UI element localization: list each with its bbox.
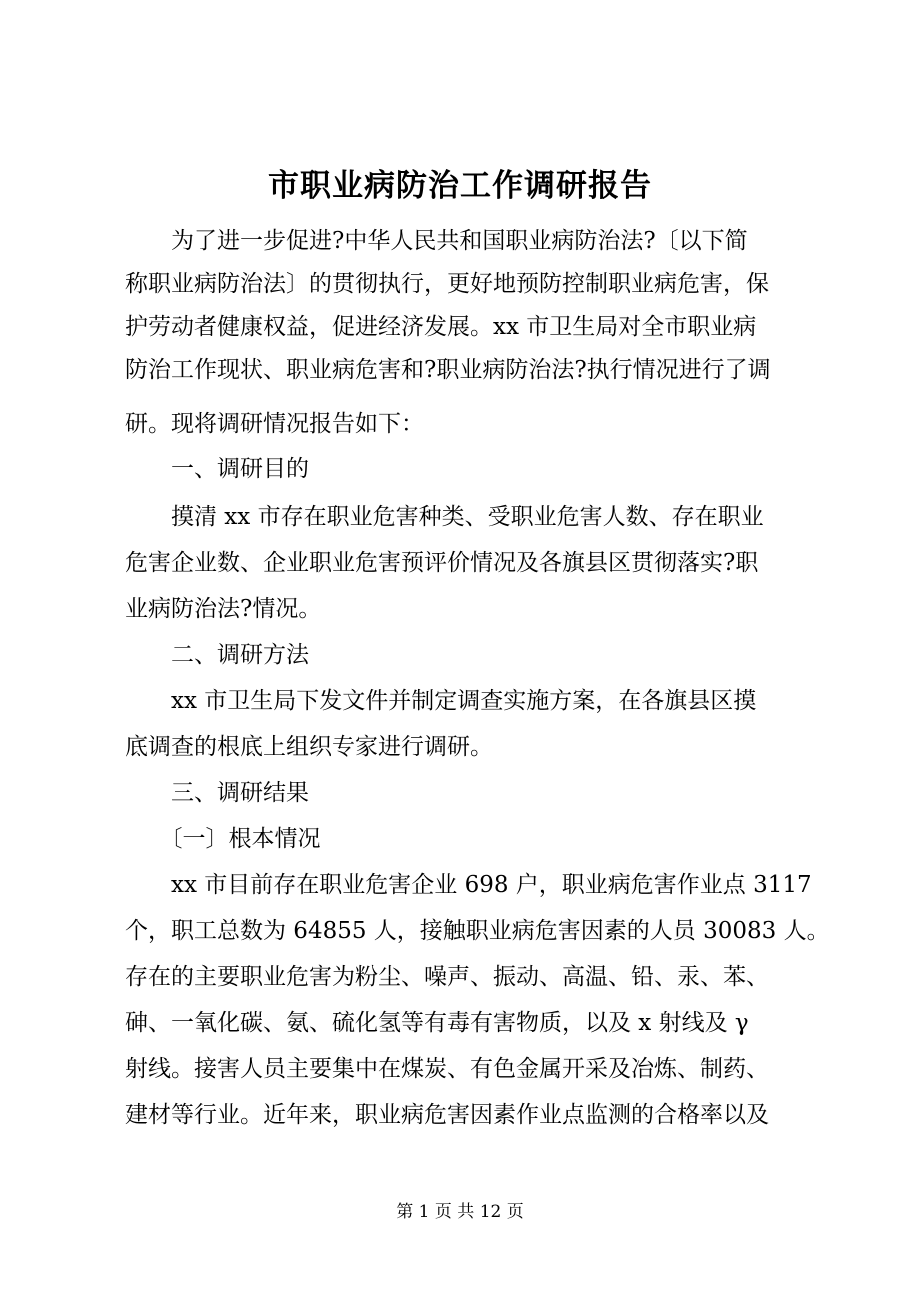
paragraph-line: 危害企业数、企业职业危害预评价情况及各旗县区贯彻落实?职: [125, 550, 759, 576]
paragraph-line: 研。现将调研情况报告如下：: [125, 411, 424, 437]
section-heading: 一、调研目的: [125, 456, 309, 482]
paragraph-line: 建材等行业。近年来，职业病危害因素作业点监测的合格率以及: [125, 1102, 769, 1128]
paragraph-line: 摸清 xx 市存在职业危害种类、受职业危害人数、存在职业: [125, 504, 764, 530]
paragraph-line: 存在的主要职业危害为粉尘、噪声、振动、高温、铅、汞、苯、: [125, 964, 769, 990]
paragraph-line: 砷、一氧化碳、氨、硫化氢等有毒有害物质，以及 x 射线及 γ: [125, 1010, 749, 1036]
paragraph-line: 射线。接害人员主要集中在煤炭、有色金属开采及冶炼、制药、: [125, 1056, 769, 1082]
page-title: 市职业病防治工作调研报告: [268, 168, 652, 204]
paragraph-line: 业病防治法?情况。: [125, 596, 322, 622]
paragraph-line: 为了进一步促进?中华人民共和国职业病防治法?〔以下简: [125, 228, 748, 254]
paragraph-line: 底调查的根底上组织专家进行调研。: [125, 734, 493, 760]
page-footer: 第 1 页 共 12 页: [396, 1202, 524, 1222]
paragraph-line: 护劳动者健康权益，促进经济发展。xx 市卫生局对全市职业病: [125, 314, 757, 340]
paragraph-line: 防治工作现状、职业病危害和?职业病防治法?执行情况进行了调: [125, 357, 771, 383]
paragraph-line: 称职业病防治法〕的贯彻执行，更好地预防控制职业病危害，保: [125, 271, 769, 297]
paragraph-line: xx 市目前存在职业危害企业 698 户，职业病危害作业点 3117: [125, 872, 812, 898]
section-heading: 三、调研结果: [125, 780, 309, 806]
section-heading: 二、调研方法: [125, 642, 309, 668]
paragraph-line: 个，职工总数为 64855 人，接触职业病危害因素的人员 30083 人。: [125, 918, 830, 944]
paragraph-line: xx 市卫生局下发文件并制定调查实施方案，在各旗县区摸: [125, 688, 757, 714]
subsection-heading: 〔一〕根本情况: [125, 826, 321, 852]
